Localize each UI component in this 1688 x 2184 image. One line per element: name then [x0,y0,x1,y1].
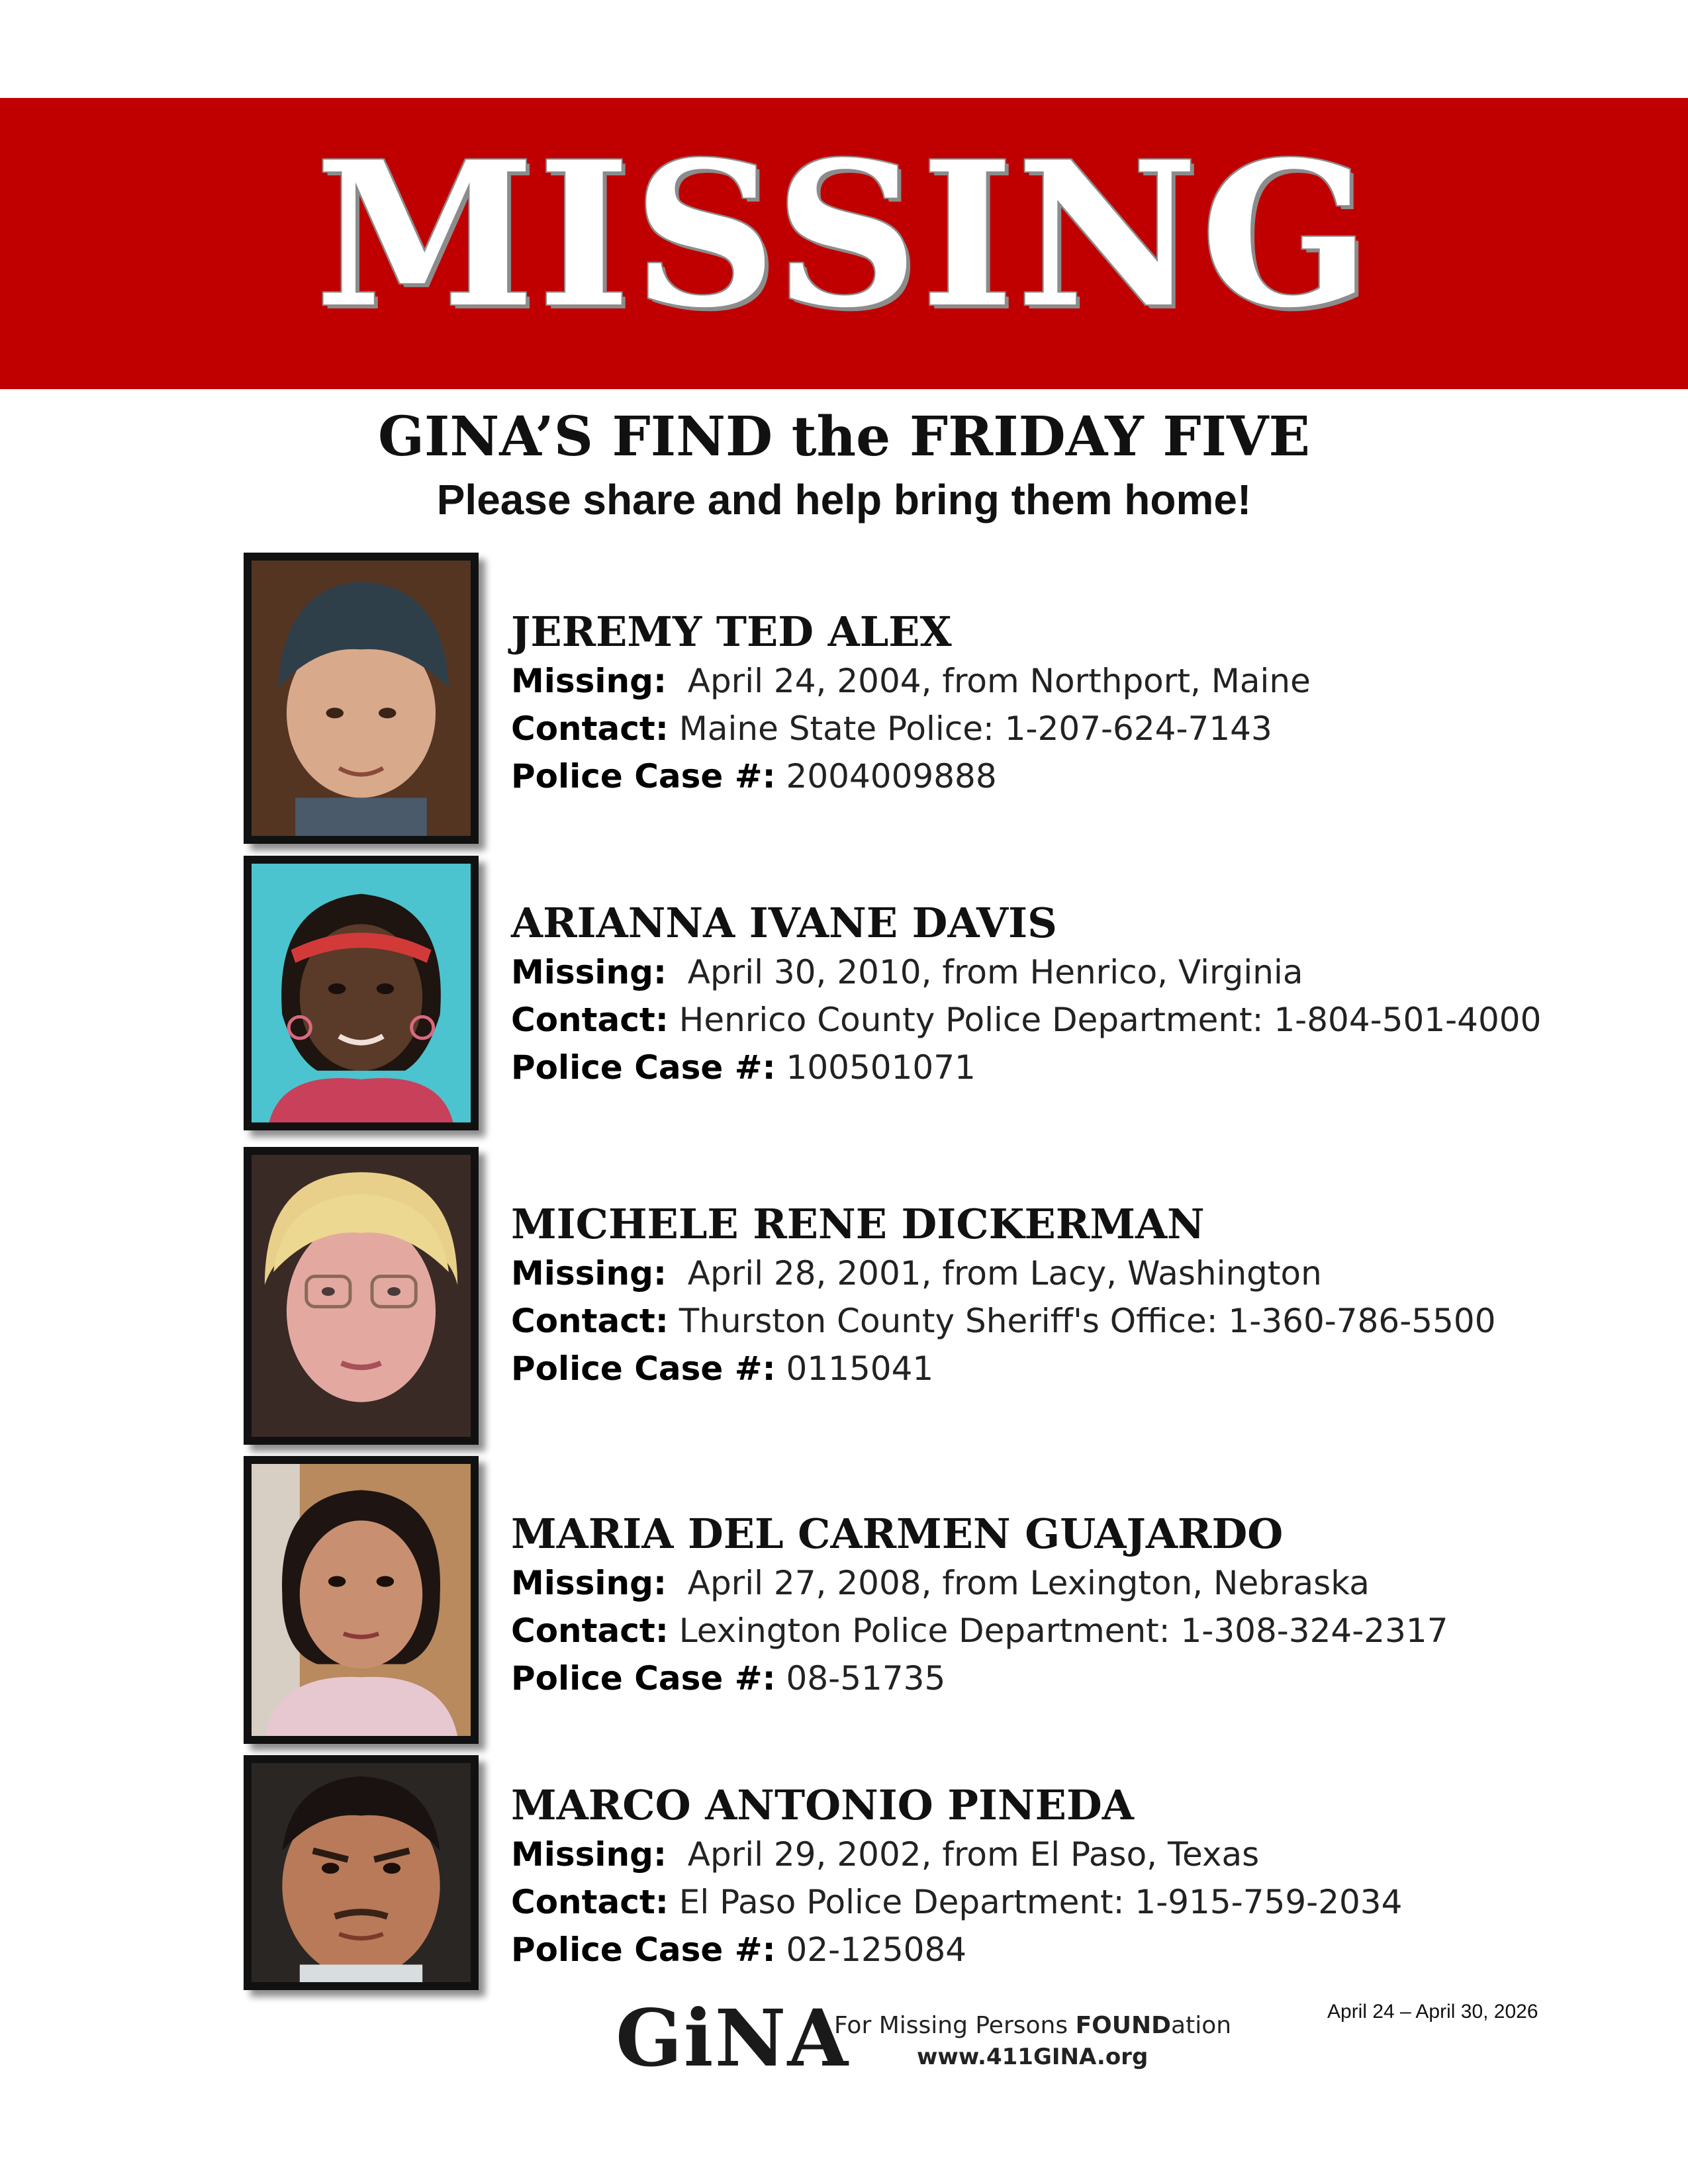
contact-label: Contact: [511,1001,669,1039]
banner-title: MISSING [315,118,1373,351]
contact-line [511,705,1311,752]
contact-line [511,1878,1402,1926]
person-name: MARCO ANTONIO PINEDA [511,1781,1134,1829]
contact-label: Contact: [511,1883,669,1921]
case-line [511,1345,1496,1392]
case-label: Police Case #: [511,1048,776,1087]
missing-value: April 24, 2004, from Northport, Maine [687,662,1311,700]
person-photo [244,1147,479,1445]
missing-line [511,1250,1496,1297]
gina-tag-pre: For Missing Persons [834,2012,1076,2039]
case-label: Police Case #: [511,1659,776,1698]
case-line [511,1926,1402,1974]
gina-logo-word: GiNA [616,1992,850,2084]
missing-value: April 30, 2010, from Henrico, Virginia [687,953,1303,991]
missing-value: April 29, 2002, from El Paso, Texas [687,1835,1260,1874]
gina-tag-bold: FOUND [1075,2012,1172,2039]
missing-value: April 28, 2001, from Lacy, Washington [687,1254,1322,1293]
person-name: JEREMY TED ALEX [511,608,952,656]
case-line [511,1044,1541,1091]
missing-line [511,657,1311,705]
case-value: 0115041 [786,1349,934,1388]
case-value: 100501071 [786,1048,976,1087]
person-name: MICHELE RENE DICKERMAN [511,1200,1205,1248]
missing-value: April 27, 2008, from Lexington, Nebraska [687,1564,1370,1602]
contact-label: Contact: [511,1612,669,1650]
person-photo [244,553,479,844]
missing-line [511,1831,1402,1878]
missing-label: Missing: [511,953,667,991]
person-name: ARIANNA IVANE DAVIS [511,899,1057,947]
case-value: 02-125084 [786,1931,967,1969]
person-photo [244,1755,479,1990]
gina-foundation-logo [616,1992,1232,2084]
page-tagline: Please share and help bring them home! [436,476,1252,523]
date-range: April 24 – April 30, 2026 [1327,2001,1538,2023]
case-value: 2004009888 [786,757,997,796]
contact-line [511,1607,1448,1655]
contact-label: Contact: [511,709,669,748]
case-line [511,752,1311,800]
contact-label: Contact: [511,1302,669,1340]
missing-label: Missing: [511,1835,667,1874]
contact-line [511,996,1541,1044]
case-label: Police Case #: [511,1349,776,1388]
contact-value: Lexington Police Department: 1-308-324-2317 [679,1612,1448,1650]
case-label: Police Case #: [511,757,776,796]
contact-line [511,1297,1496,1345]
contact-value: Thurston County Sheriff's Office: 1-360-786-5500 [679,1302,1496,1340]
missing-line [511,948,1541,996]
contact-value: Maine State Police: 1-207-624-7143 [679,709,1272,748]
case-label: Police Case #: [511,1931,776,1969]
case-line [511,1655,1448,1702]
contact-value: Henrico County Police Department: 1-804-501-4000 [679,1001,1542,1039]
missing-label: Missing: [511,1254,667,1293]
contact-value: El Paso Police Department: 1-915-759-2034 [679,1883,1403,1921]
gina-tag-post: ation [1171,2012,1232,2039]
page-subtitle: GINA’S FIND the FRIDAY FIVE [377,405,1311,469]
gina-website: www.411GINA.org [917,2044,1149,2070]
person-name: MARIA DEL CARMEN GUAJARDO [511,1510,1284,1558]
missing-label: Missing: [511,1564,667,1602]
missing-line [511,1559,1448,1607]
gina-logo-tagline [834,2011,1231,2041]
person-photo [244,1456,479,1744]
case-value: 08-51735 [786,1659,946,1698]
missing-label: Missing: [511,662,667,700]
person-photo [244,856,479,1130]
